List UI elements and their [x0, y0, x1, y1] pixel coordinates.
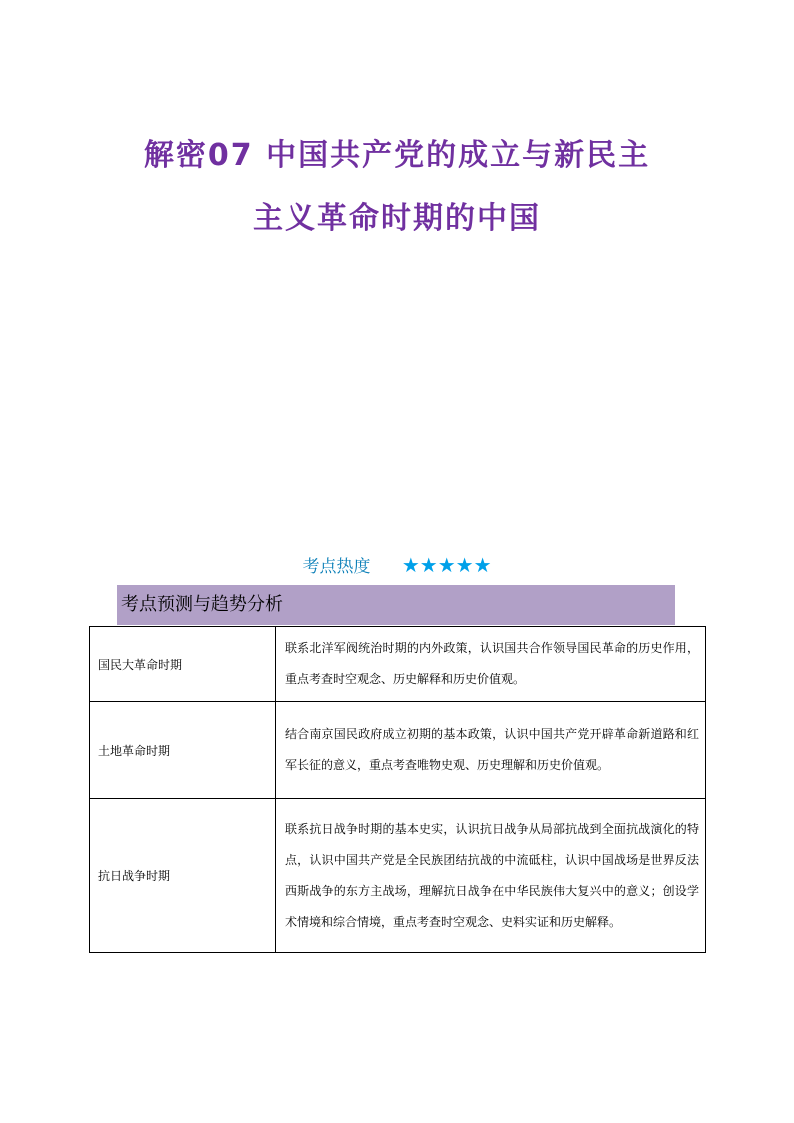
exam-heat-rating	[0, 552, 794, 577]
exam-heat-label: 考点热度	[302, 557, 371, 577]
document-title-line-1: 解密07 中国共产党的成立与新民主	[143, 138, 651, 173]
table-row	[90, 702, 706, 799]
period-cell: 土地革命时期	[90, 702, 276, 799]
forecast-table	[89, 626, 706, 953]
section-header-band: 考点预测与趋势分析	[117, 585, 675, 625]
description-cell: 结合南京国民政府成立初期的基本政策，认识中国共产党开辟革命新道路和红军长征的意义，重点考查唯物史观、历史理解和历史价值观。	[276, 702, 706, 799]
description-cell: 联系抗日战争时期的基本史实，认识抗日战争从局部抗战到全面抗战演化的特点，认识中国共产党是全民族团结抗战的中流砥柱，认识中国战场是世界反法西斯战争的东方主战场，理解抗日战争在中华民族伟大复兴中的意义；创设学术情境和综合情境，重点考查时空观念、史料实证和历史解释。	[276, 799, 706, 953]
document-title-line-2: 主义革命时期的中国	[253, 201, 541, 236]
table-row	[90, 627, 706, 702]
period-cell: 国民大革命时期	[90, 627, 276, 702]
star-rating-icon: ★★★★★	[401, 553, 492, 577]
description-cell: 联系北洋军阀统治时期的内外政策，认识国共合作领导国民革命的历史作用，重点考查时空观念、历史解释和历史价值观。	[276, 627, 706, 702]
table-row	[90, 799, 706, 953]
period-cell: 抗日战争时期	[90, 799, 276, 953]
